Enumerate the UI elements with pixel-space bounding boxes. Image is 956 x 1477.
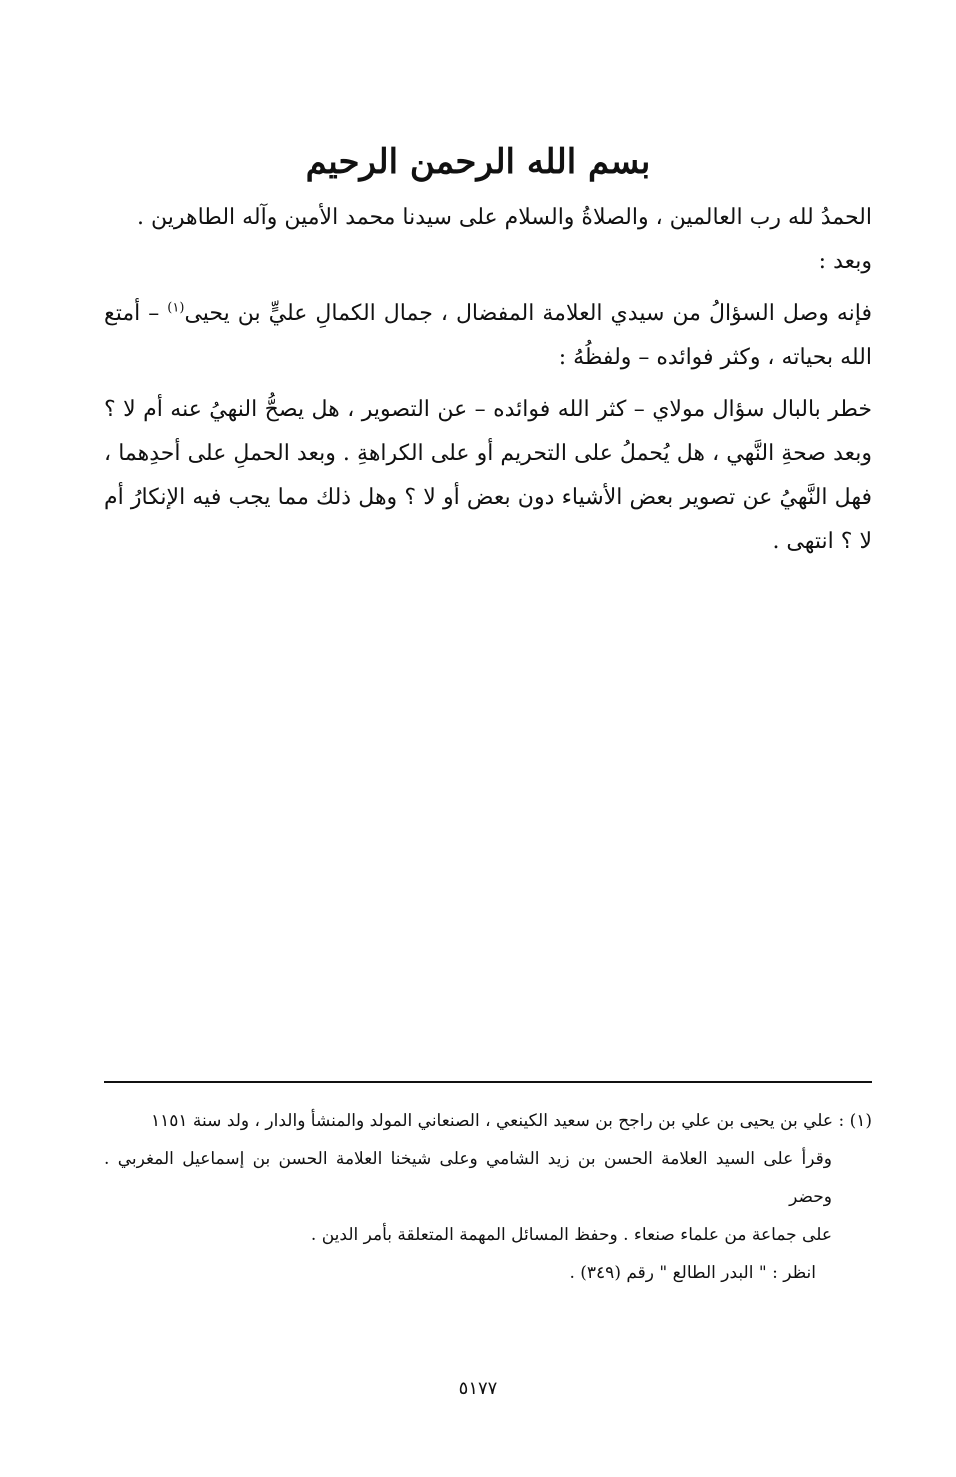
paragraph-wabad: وبعد : (818, 249, 872, 274)
paragraph-question-arrival (104, 292, 872, 380)
paragraph-question-arrival-text: فإنه وصل السؤالُ من سيدي العلامة المفضال ، جمال الكمالِ عليٍّ بن يحيى (184, 301, 872, 326)
page-number: ٥١٧٧ (458, 1378, 498, 1399)
body-text (104, 196, 872, 564)
footnote-line-4: انظر : " البدر الطالع " رقم (٣٤٩) . (569, 1263, 816, 1283)
paragraph-question-arrival-cont: – أمتع الله بحياته ، وكثر فوائده – ولفظُهُ : (104, 301, 872, 370)
footnote-line-1: (١) : علي بن يحيى بن علي بن راجح بن سعيد الكينعي ، الصنعاني المولد والمنشأ والدار ، ولد سنة ١١٥١ (151, 1111, 872, 1131)
basmala-heading: بسم الله الرحمن الرحيم (305, 142, 651, 182)
footnote-separator (104, 1081, 872, 1083)
footnote-line-2: وقرأ على السيد العلامة الحسن بن زيد الشامي وعلى شيخنا العلامة الحسن بن إسماعيل المغربي . وحضر (104, 1149, 832, 1207)
paragraph-praise: الحمدُ لله رب العالمين ، والصلاةُ والسلام على سيدنا محمد الأمين وآله الطاهرين . (136, 205, 872, 230)
footnotes (104, 1102, 872, 1292)
footnote-line-3: على جماعة من علماء صنعاء . وحفظ المسائل المهمة المتعلقة بأمر الدين . (310, 1225, 832, 1245)
paragraph-question: خطر بالبال سؤال مولاي – كثر الله فوائده – عن التصوير ، هل يصحُّ النهيُ عنه أم لا ؟ وبعد صحةِ النَّهي ، هل يُحملُ على التحريم أو على الكراهةِ . وبعد الحملِ على أحدِهما ، فهل النَّهيُ عن تصوير بعض الأشياء دون بعض أو لا ؟ وهل ذلك مما يجب فيه الإنكارُ أم لا ؟ انتهى . (104, 397, 872, 554)
footnote-marker: (١) (167, 300, 185, 316)
